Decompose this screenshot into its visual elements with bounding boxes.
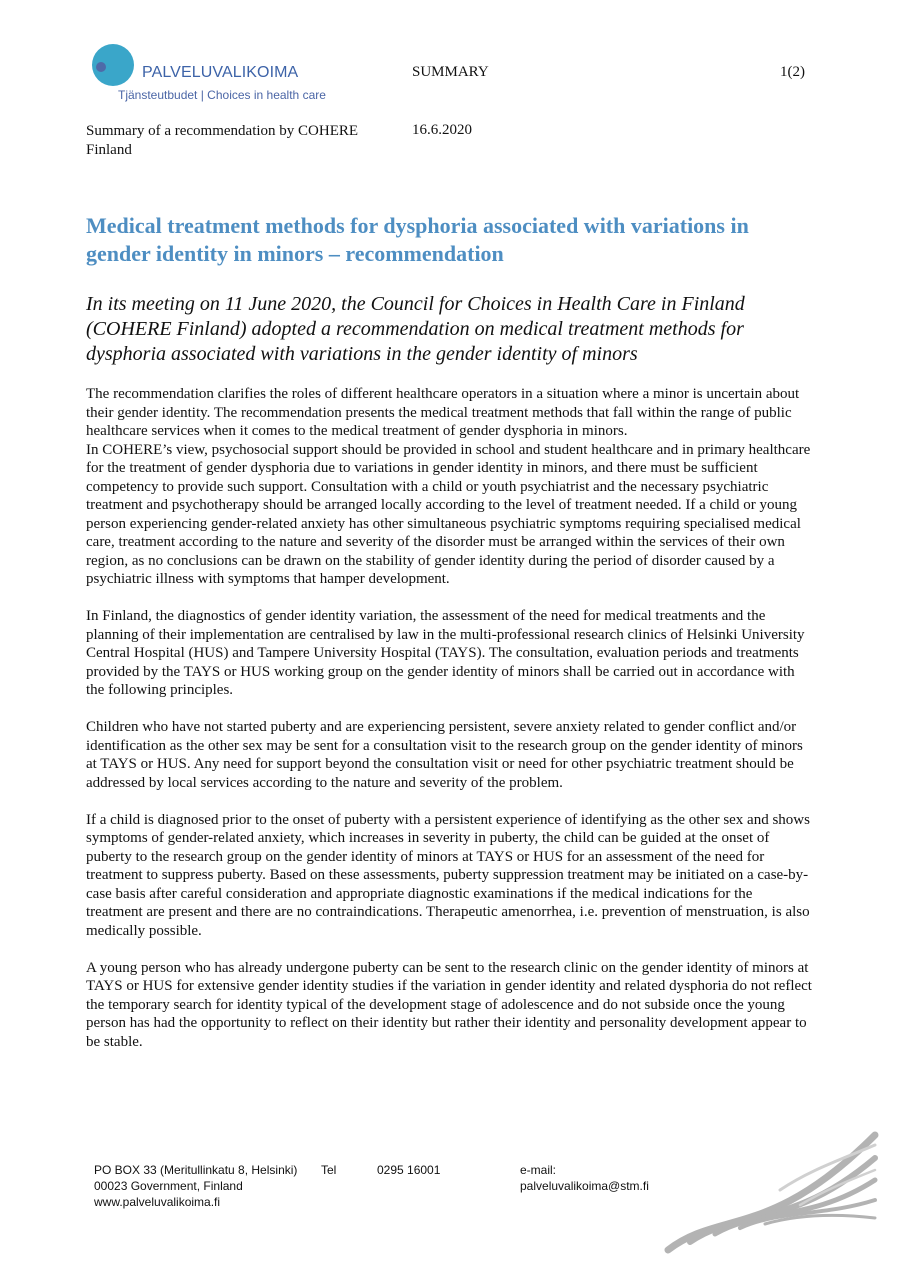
footer-tel: 0295 16001 (377, 1163, 441, 1177)
footer-email: palveluvalikoima@stm.fi (520, 1179, 649, 1193)
paragraph-3: In Finland, the diagnostics of gender identity variation, the assessment of the need for medical treatments and the planning of their implementation are centralised by law in the multi-professional research clinics of Helsinki University Central Hospital (HUS) and Tampere University Hospital (TAYS). The consultation, evaluation periods and treatments provided by the TAYS or HUS working group on the gender identity of minors shall be carried out in accordance with the following principles. (86, 608, 805, 698)
footer-email-block (520, 1162, 649, 1194)
document-type: SUMMARY (412, 64, 489, 80)
footer-address-line1: PO BOX 33 (Meritullinkatu 8, Helsinki) (94, 1163, 298, 1177)
paragraph-1: The recommendation clarifies the roles of different healthcare operators in a situation where a minor is uncertain about their gender identity. The recommendation presents the medical treatment methods that fall within the range of public healthcare services when it comes to the medical treatment of gender dysphoria in minors. (86, 386, 800, 439)
paragraph-2: In COHERE’s view, psychosocial support should be provided in school and student healthcare and in primary healthcare for the treatment of gender dysphoria due to variations in gender identity in minors, and there must be sufficient competency to provide such support. Consultation with a child or youth psychiatrist and the necessary psychiatric treatment and psychotherapy should be arranged locally according to the level of treatment needed. If a child or young person experiencing gender-related anxiety has other simultaneous psychiatric symptoms requiring specialised medical care, treatment according to the nature and severity of the disorder must be arranged within the services of their own region, as no conclusions can be drawn on the stability of gender identity during the period of disorder caused by a psychiatric illness with symptoms that hamper development. (86, 441, 811, 587)
footer-address-line2: 00023 Government, Finland (94, 1179, 243, 1193)
logo-dot (96, 62, 106, 72)
footer-email-label: e-mail: (520, 1163, 557, 1177)
page-title: Medical treatment methods for dysphoria associated with variations in gender identity in minors – recommendation (86, 213, 749, 266)
footer-website: www.palveluvalikoima.fi (94, 1195, 221, 1209)
paragraph-5: If a child is diagnosed prior to the onset of puberty with a persistent experience of identifying as the other sex and shows symptoms of gender-related anxiety, which increases in severity in puberty, the child can be guided at the onset of puberty to the research group on the gender identity of minors at TAYS or HUS for an assessment of the need for treatment to suppress puberty. Based on these assessments, puberty suppression treatment may be initiated on a case-by-case basis after careful consideration and appropriate diagnostic examinations if the medical indications for the treatment are present and there are no contraindications. Therapeutic amenorrhea, i.e. prevention of menstruation, is also medically possible. (86, 811, 810, 939)
paragraph-6: A young person who has already undergone puberty can be sent to the research clinic on the gender identity of minors at TAYS or HUS for extensive gender identity studies if the variation in gender identity and related dysphoria do not reflect the temporary search for identity typical of the development stage of adolescence and do not subside once the young person has had the opportunity to reflect on their identity but rather their identity and personality development appear to be stable. (86, 959, 812, 1050)
wave-decoration-icon (660, 1130, 880, 1255)
paragraph-4: Children who have not started puberty and are experiencing persistent, severe anxiety related to gender conflict and/or identification as the other sex may be sent for a consultation visit to the research group on the gender identity of minors at TAYS or HUS. Any need for support beyond the consultation visit or need for other psychiatric treatment should be addressed by local services according to the nature and severity of the problem. (86, 719, 803, 791)
footer-tel-label: Tel (321, 1163, 337, 1177)
document-description: Summary of a recommendation by COHERE Finland (86, 123, 359, 158)
footer-address (94, 1162, 297, 1210)
logo-name: PALVELUVALIKOIMA (142, 64, 299, 81)
page-number: 1(2) (780, 64, 805, 80)
body-text (86, 385, 812, 1051)
lead-paragraph: In its meeting on 11 June 2020, the Council for Choices in Health Care in Finland (COHERE Finland) adopted a recommendation on medical treatment methods for dysphoria associated with variations in the gender identity of minors (86, 293, 745, 365)
logo-tagline: Tjänsteutbudet | Choices in health care (118, 88, 326, 102)
document-date: 16.6.2020 (412, 122, 472, 138)
